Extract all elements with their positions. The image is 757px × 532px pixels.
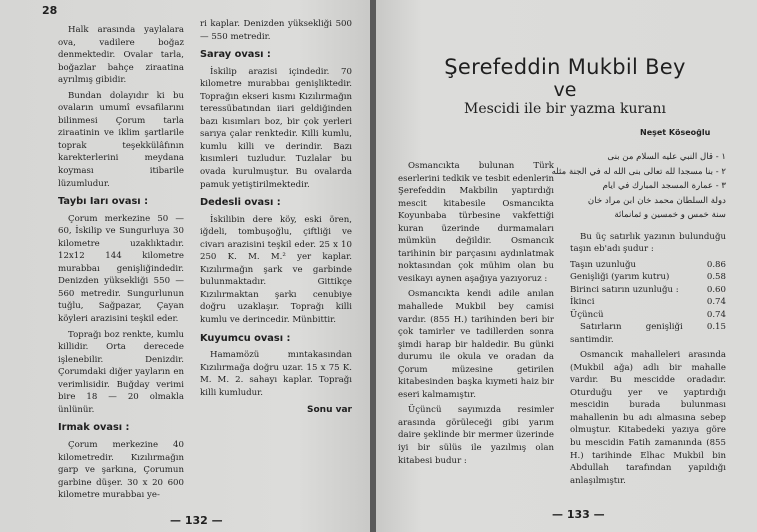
continued-note: Sonu var xyxy=(307,405,352,416)
left-page xyxy=(0,0,372,532)
measurement-value: 0.74 xyxy=(706,309,726,320)
measurement-label: Taşın uzunluğu xyxy=(570,259,637,270)
arabic-inscription xyxy=(551,150,726,223)
left-column-2 xyxy=(200,18,352,417)
right-column-1 xyxy=(398,160,554,470)
section-heading: Taybı Iarı ovası : xyxy=(58,196,148,208)
section-heading: Kuyumcu ovası : xyxy=(200,332,291,344)
arabic-line: دولة السلطان محمد خان ابن مراد خان xyxy=(587,195,726,206)
measurement-label: Birinci satırın uzunluğu : xyxy=(570,284,679,295)
paragraph: Bundan dolayıdır ki bu ovaların umumî evsafilarını bilinmesi Çorum tarla ziraatinin ve iklim şartlarile toprak teşekkülâfının karekterlerini meydana koyması itibarile lüzumludur. xyxy=(58,90,184,189)
arabic-line: ٢ - بنا مسجدا لله تعالى بنى الله له في الجنة مثله xyxy=(551,166,726,177)
article-title xyxy=(390,55,740,117)
title-line-3: Mescidi ile bir yazma kuranı xyxy=(463,101,667,117)
measurement-value: 0.74 xyxy=(706,297,726,308)
paragraph: Çorum merkezine 40 kilometredir. Kızılırmağın garp ve şarkına, Çorumun garbine düşer. 30 x 20 600 kilometre murabbaı ye- xyxy=(58,439,184,501)
paragraph: İskilibin dere köy, eski ören, iğdeli, tombuşoğlu, çiftliği ve civarı arazisini teşkil eder. 25 x 10 250 K. M. M.² yer kaplar. Kızılırmağın şark ve garbinde bulunmaktadır. Gittikçe Kızılırmaktan şarkı cenubiye doğru uzaklaşır. Toprağı killi kumlu ve derincedir. Münbittir. xyxy=(200,214,352,326)
measurement-value: 0.58 xyxy=(706,272,726,283)
left-column-1 xyxy=(58,24,184,505)
measurement-row xyxy=(570,309,726,322)
arabic-line: سنة خمس و خمسين و ثمانمائة xyxy=(614,210,726,220)
paragraph: Hamamözü mıntakasından Kızılırmağa doğru uzar. 15 x 75 K. M. M. 2. sahayı kaplar. Toprağı killi kumludur. xyxy=(200,350,352,398)
measurement-row xyxy=(570,259,726,272)
arabic-line: ٣ - عمارة المسجد المبارك في ايام xyxy=(602,181,726,191)
measurement-row xyxy=(570,271,726,284)
measurement-value: 0.86 xyxy=(706,259,726,270)
measurement-row xyxy=(570,296,726,309)
paragraph: Halk arasında yaylalara ova, vadilere boğaz denmektedir. Ovalar tarla, boğazlar bahçe ziraatina ayrılmış gibidir. xyxy=(58,25,184,86)
section-heading: Saray ovası : xyxy=(200,49,271,61)
measure-note: Satırların genişliği 0.15 santimdir. xyxy=(570,322,726,345)
paragraph: Üçüncü sayımızda resimler arasında görüleceği gibi yarım daire şeklinde bir mermer üzerinde iyi bir sülüs ile yazılmış olan kitabesi budur : xyxy=(398,405,554,466)
section-heading: Irmak ovası : xyxy=(58,422,130,434)
measurement-label: İkinci xyxy=(570,297,595,308)
section-heading: Dedesli ovası : xyxy=(200,197,281,209)
arabic-line: ١ - قال النبي عليه السلام من بنى xyxy=(607,152,726,162)
title-line-1: Şerefeddin Mukbil Bey xyxy=(444,55,686,79)
right-page-number: — 133 — xyxy=(552,508,605,521)
measurement-row xyxy=(570,284,726,297)
measure-intro: Bu üç satırlık yazının bulunduğu taşın eb'adı şudur : xyxy=(570,231,726,255)
left-page-number: — 132 — xyxy=(170,514,223,527)
paragraph: İskilip arazisi içindedir. 70 kilometre murabbaı genişliktedir. Toprağın ekseri kısmı Kızılırmağın teressübatından iiari geldiğinden bazı kısımları boz, bir çok yerleri sarıya çalar renktedir. Killi kumlu, kumlu killi ve derindir. Bazı kısımleri tuzludur. Tuzlalar bu ovada kurulmuştur. Bu ovalarda pamuk yetiştirilmektedir. xyxy=(200,66,352,190)
paragraph: ri kaplar. Denizden yüksekliği 500 — 550 metredir. xyxy=(200,19,352,42)
paragraph: Osmancıkta bulunan Türk eserlerini tedkik ve tesbit edenlerin Şerefeddin Makbilin yaptırdığı mescit kitabesile Osmancıkta Koyunbaba türbesine vakfettiği kuran üzerinde durmamaları mümkün değildir. Osmancık tarihinin bir parçasını aydınlatmak noktasından çok mühim olan bu vesikayı aynen aşağıya yazıyoruz : xyxy=(398,161,554,284)
measurement-value: 0.60 xyxy=(706,284,726,295)
left-top-number: 28 xyxy=(42,4,58,17)
mahalle-paragraph: Osmancık mahalleleri arasında (Mukbil ağa) adlı bir mahalle vardır. Bu mescidde oradadır. Oturduğu yer ve yaptırdığı mescidin burada bulunması mahallenin bu adı almasına sebep olmuştur. Kitabedeki yazıya göre bu mescidin Fatih zamanında (855 H.) tarihinde Elhac Mukbil bin Abdullah tarafından yapıldığı anlaşılmıştır. xyxy=(570,350,726,486)
title-line-2: ve xyxy=(553,79,577,101)
paragraph: Çorum merkezine 50 — 60, İskilip ve Sungurluya 30 kilometre uzaklıktadır. 12x12 144 kilometre murabbaı genişliğindedir. Denizden yüksekliği 550 — 560 metredir. Sungurlunun tuğlu, Sağpazar, Çayan köyleri arazisini teşkil eder. xyxy=(58,213,184,325)
paragraph: Toprağı boz renkte, kumlu killidir. Orta derecede işlenebilir. Denizdir. Çorumdaki diğer yayların en verimlisidir. Buğday verimi bire 18 — 20 olmakla ünlünür. xyxy=(58,329,184,415)
right-column-2 xyxy=(551,150,726,490)
measurement-label: Genişliği (yarım kutru) xyxy=(570,272,670,283)
measurements-table xyxy=(570,259,726,322)
article-author: Neşet Köseoğlu xyxy=(640,128,711,137)
measurement-label: Üçüncü xyxy=(570,309,604,320)
paragraph: Osmancıkta kendi adile anılan mahallede Mukbil bey camisi vardır. (855 H.) tarihinden beri bir çok tamirler ve tadillerden sonra şimdi harap bir haldedir. Bu günki durumu ile okula ve oradan da Çorum müzesine getirilen kitabesinden başka kıymeti haiz bir eseri kalmamıştır. xyxy=(398,289,554,400)
